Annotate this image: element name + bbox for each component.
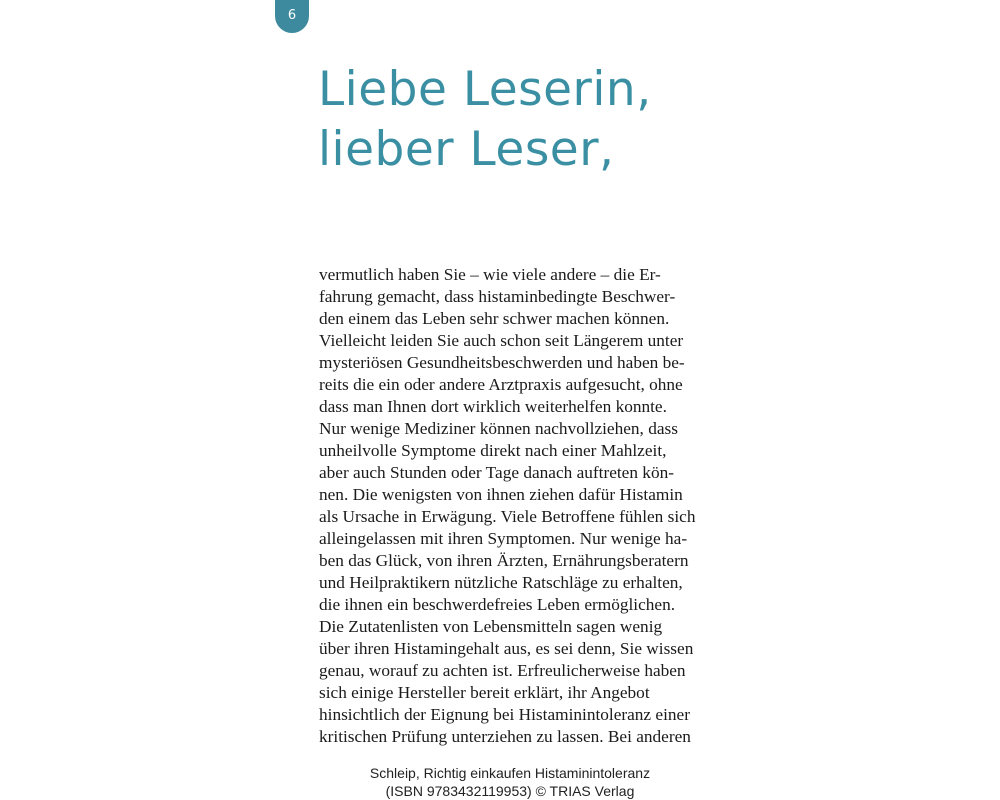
body-line: alleingelassen mit ihren Symptomen. Nur wenige ha- (319, 529, 688, 548)
body-line: vermutlich haben Sie – wie viele andere – die Er- (319, 265, 661, 284)
heading-line: Liebe Leserin, (318, 62, 652, 117)
body-paragraph (319, 264, 739, 748)
body-line: den einem das Leben sehr schwer machen können. (319, 309, 670, 328)
body-line: Vielleicht leiden Sie auch schon seit Längerem unter (319, 331, 684, 350)
body-line: über ihren Histamingehalt aus, es sei denn, Sie wissen (319, 639, 694, 658)
body-line: die ihnen ein beschwerdefreies Leben ermöglichen. (319, 595, 676, 614)
page-number: 6 (287, 8, 297, 23)
body-line: genau, worauf zu achten ist. Erfreulicherweise haben (319, 661, 686, 680)
body-line: sich einige Hersteller bereit erklärt, ihr Angebot (319, 683, 650, 702)
body-line: Nur wenige Mediziner können nachvollziehen, dass (319, 419, 678, 438)
page-heading (318, 60, 652, 180)
body-line: dass man Ihnen dort wirklich weiterhelfen konnte. (319, 397, 667, 416)
body-line: und Heilpraktikern nützliche Ratschläge zu erhalten, (319, 573, 683, 592)
body-line: fahrung gemacht, dass histaminbedingte Beschwer- (319, 287, 676, 306)
heading-line: lieber Leser, (318, 122, 615, 177)
body-line: kritischen Prüfung unterziehen zu lassen. Bei anderen (319, 727, 691, 746)
footer-title-line: Schleip, Richtig einkaufen Histaminintoleranz (369, 765, 651, 781)
body-line: aber auch Stunden oder Tage danach auftreten kön- (319, 463, 674, 482)
body-line: mysteriösen Gesundheitsbeschwerden und haben be- (319, 353, 685, 372)
body-line: hinsichtlich der Eignung bei Histaminintoleranz einer (319, 705, 690, 724)
footer-isbn-line: (ISBN 9783432119953) © TRIAS Verlag (385, 783, 635, 799)
body-line: als Ursache in Erwägung. Viele Betroffene fühlen sich (319, 507, 696, 526)
body-line: nen. Die wenigsten von ihnen ziehen dafür Histamin (319, 485, 683, 504)
body-line: unheilvolle Symptome direkt nach einer Mahlzeit, (319, 441, 667, 460)
body-line: Die Zutatenlisten von Lebensmitteln sagen wenig (319, 617, 663, 636)
body-line: ben das Glück, von ihren Ärzten, Ernährungsberatern (319, 551, 689, 570)
book-footer (300, 764, 720, 800)
body-line: reits die ein oder andere Arztpraxis aufgesucht, ohne (319, 375, 683, 394)
